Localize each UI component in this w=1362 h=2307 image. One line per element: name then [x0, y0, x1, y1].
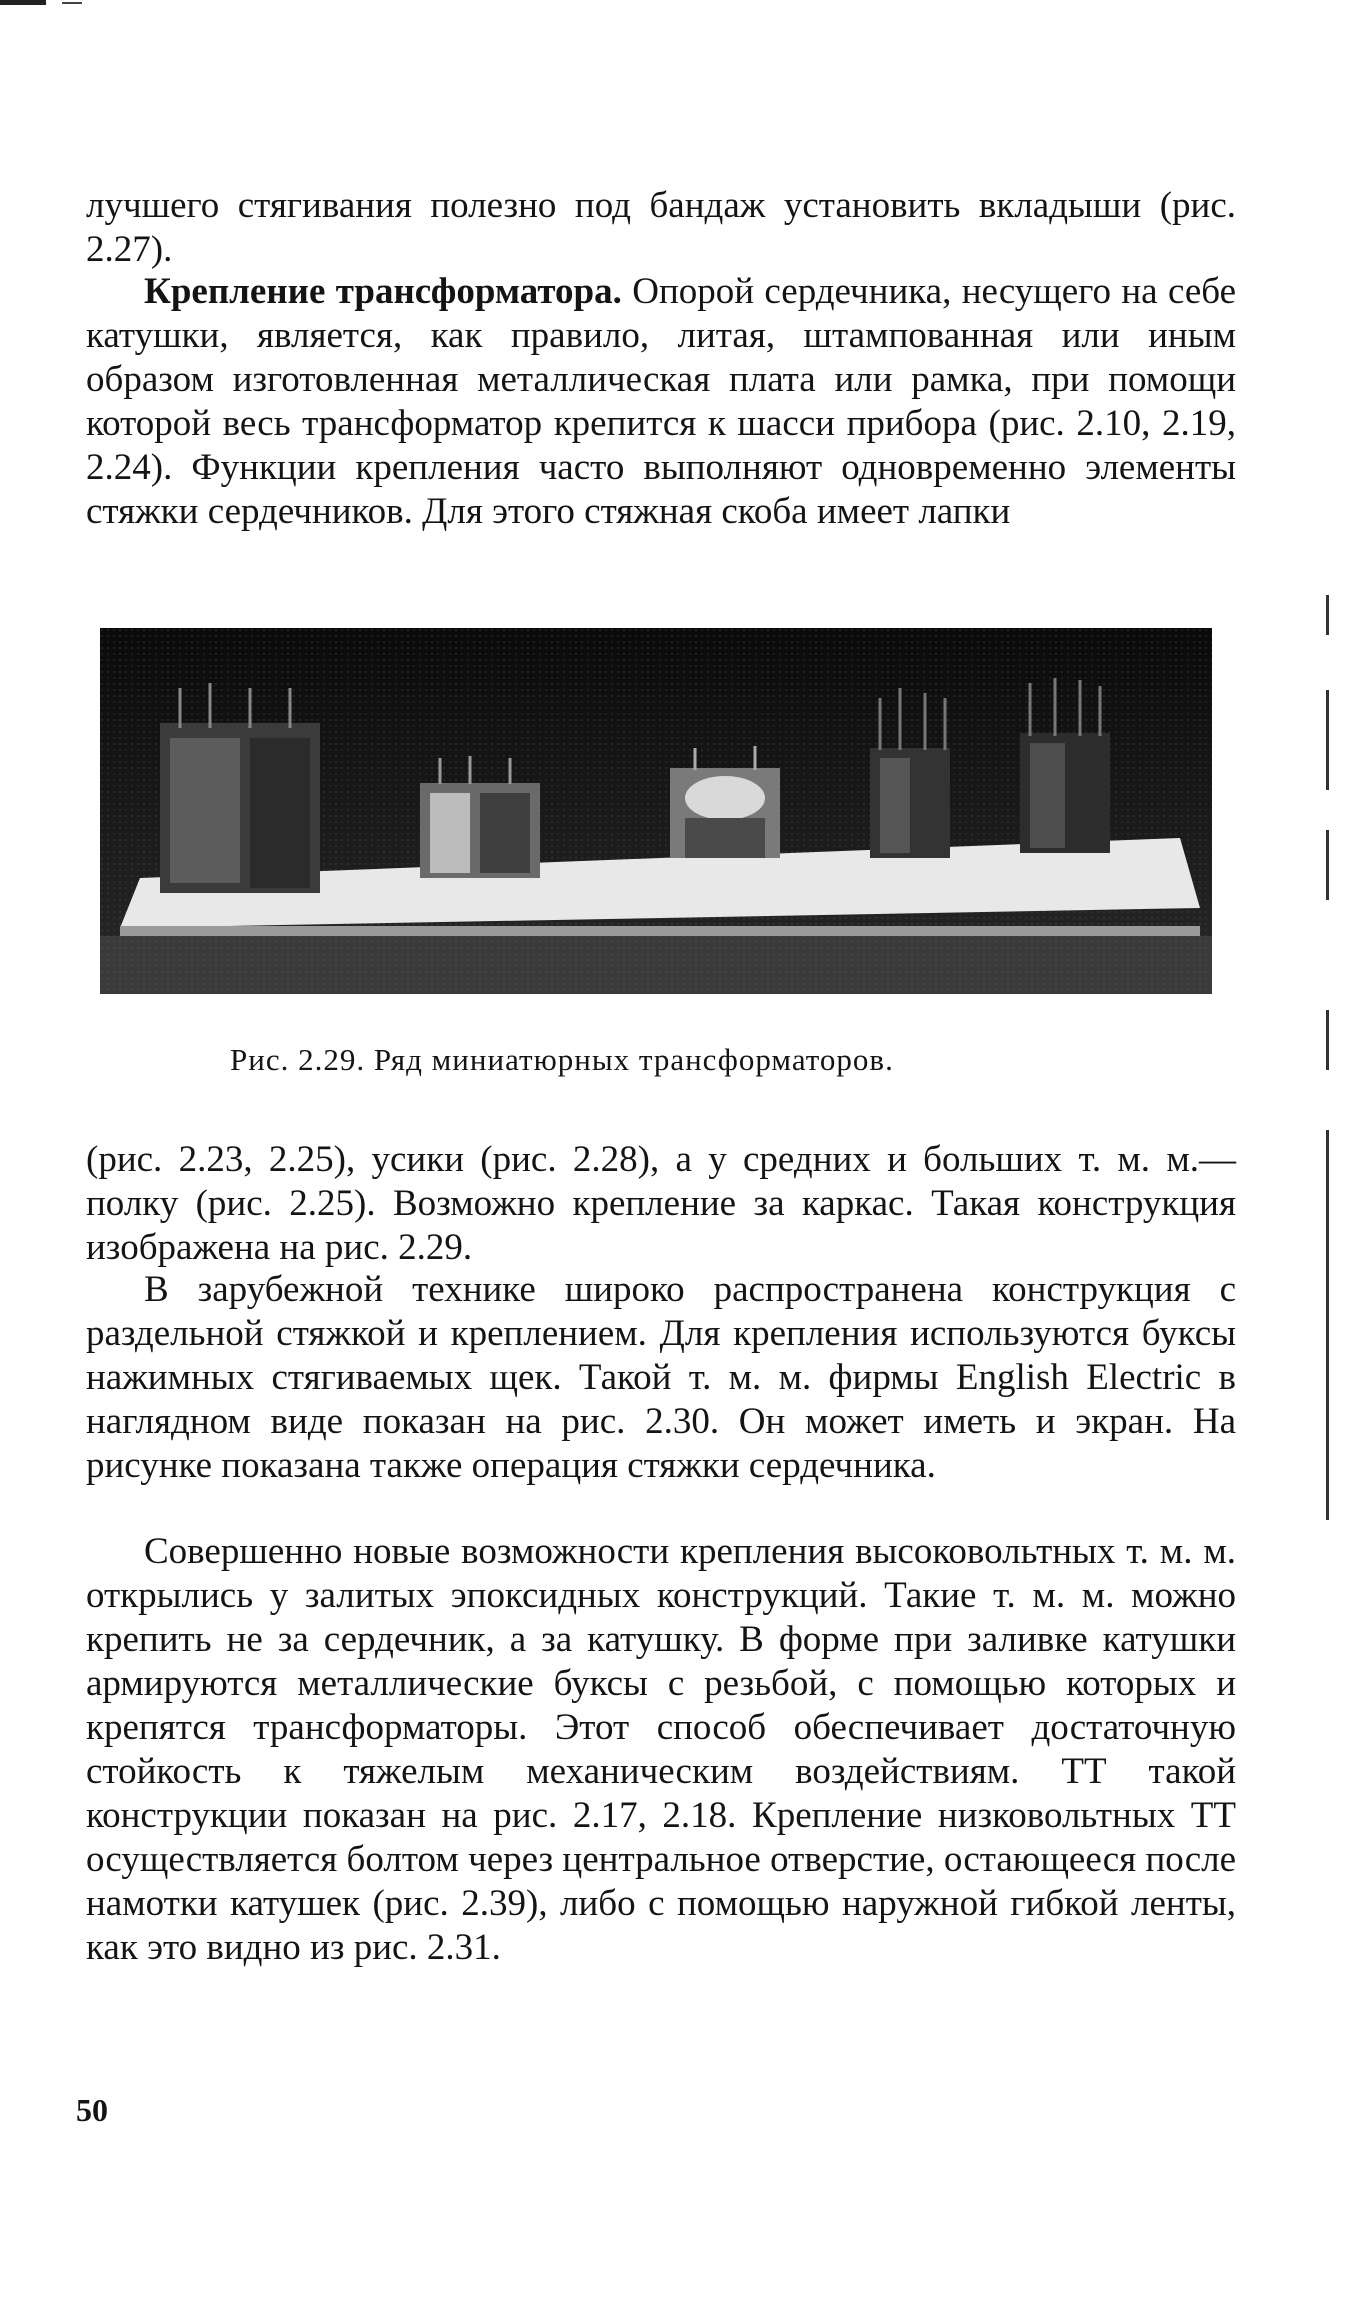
scan-corner-mark — [0, 0, 46, 5]
scan-edge-mark — [1326, 830, 1329, 900]
figure-caption: Рис. 2.29. Ряд миниатюрных трансформаторов. — [230, 1042, 894, 1077]
paragraph-5: Совершенно новые возможности крепления высоковольтных т. м. м. открылись у залитых эпоксидных конструкций. Такие т. м. м. можно крепить не за сердечник, а за катушку. В форме при заливке катушки армируются металлические буксы с резьбой, с помощью которых и крепятся трансформаторы. Этот способ обеспечивает достаточную стойкость к тяжелым механическим воздействиям. ТТ такой конструкции показан на рис. 2.17, 2.18. Крепление низковольтных ТТ осуществляется болтом через центральное отверстие, остающееся после намотки катушек (рис. 2.39), либо с помощью наружной гибкой ленты, как это видно из рис. 2.31. — [86, 1531, 1236, 1968]
scan-edge-mark — [1326, 1010, 1329, 1070]
figure-transformers-photo — [100, 628, 1212, 994]
paragraph-2-text: Опорой сердечника, несущего на себе катушки, является, как правило, литая, штампованная или иным образом изготовленная металлическая плата или рамка, при помощи которой весь трансформатор крепится к шасси прибора (рис. 2.10, 2.19, 2.24). Функции крепления часто выполняют одновременно элементы стяжки сердечников. Для этого стяжная скоба имеет лапки — [86, 271, 1236, 532]
scan-edge-mark — [1326, 595, 1329, 635]
paragraph-4: В зарубежной технике широко распространена конструкция с раздельной стяжкой и креплением. Для крепления используются буксы нажимных стягиваемых щек. Такой т. м. м. фирмы English Electric в наглядном виде показан на рис. 2.30. Он может иметь и экран. На рисунке показана также операция стяжки сердечника. — [86, 1269, 1236, 1486]
scan-edge-mark — [1326, 1130, 1329, 1520]
paragraph-1: лучшего стягивания полезно под бандаж установить вкладыши (рис. 2.27). — [86, 185, 1236, 270]
transformers-photo-illustration — [100, 628, 1212, 994]
scan-edge-mark — [1326, 690, 1329, 790]
page-number: 50 — [76, 2092, 108, 2128]
paragraph-3: (рис. 2.23, 2.25), усики (рис. 2.28), а у средних и больших т. м. м.— полку (рис. 2.25). Возможно крепление за каркас. Такая конструкция изображена на рис. 2.29. — [86, 1139, 1236, 1268]
paragraph-2 — [86, 270, 1236, 534]
paragraph-2-heading: Крепление трансформатора. — [144, 271, 622, 312]
scan-corner-mark-small — [62, 2, 82, 4]
